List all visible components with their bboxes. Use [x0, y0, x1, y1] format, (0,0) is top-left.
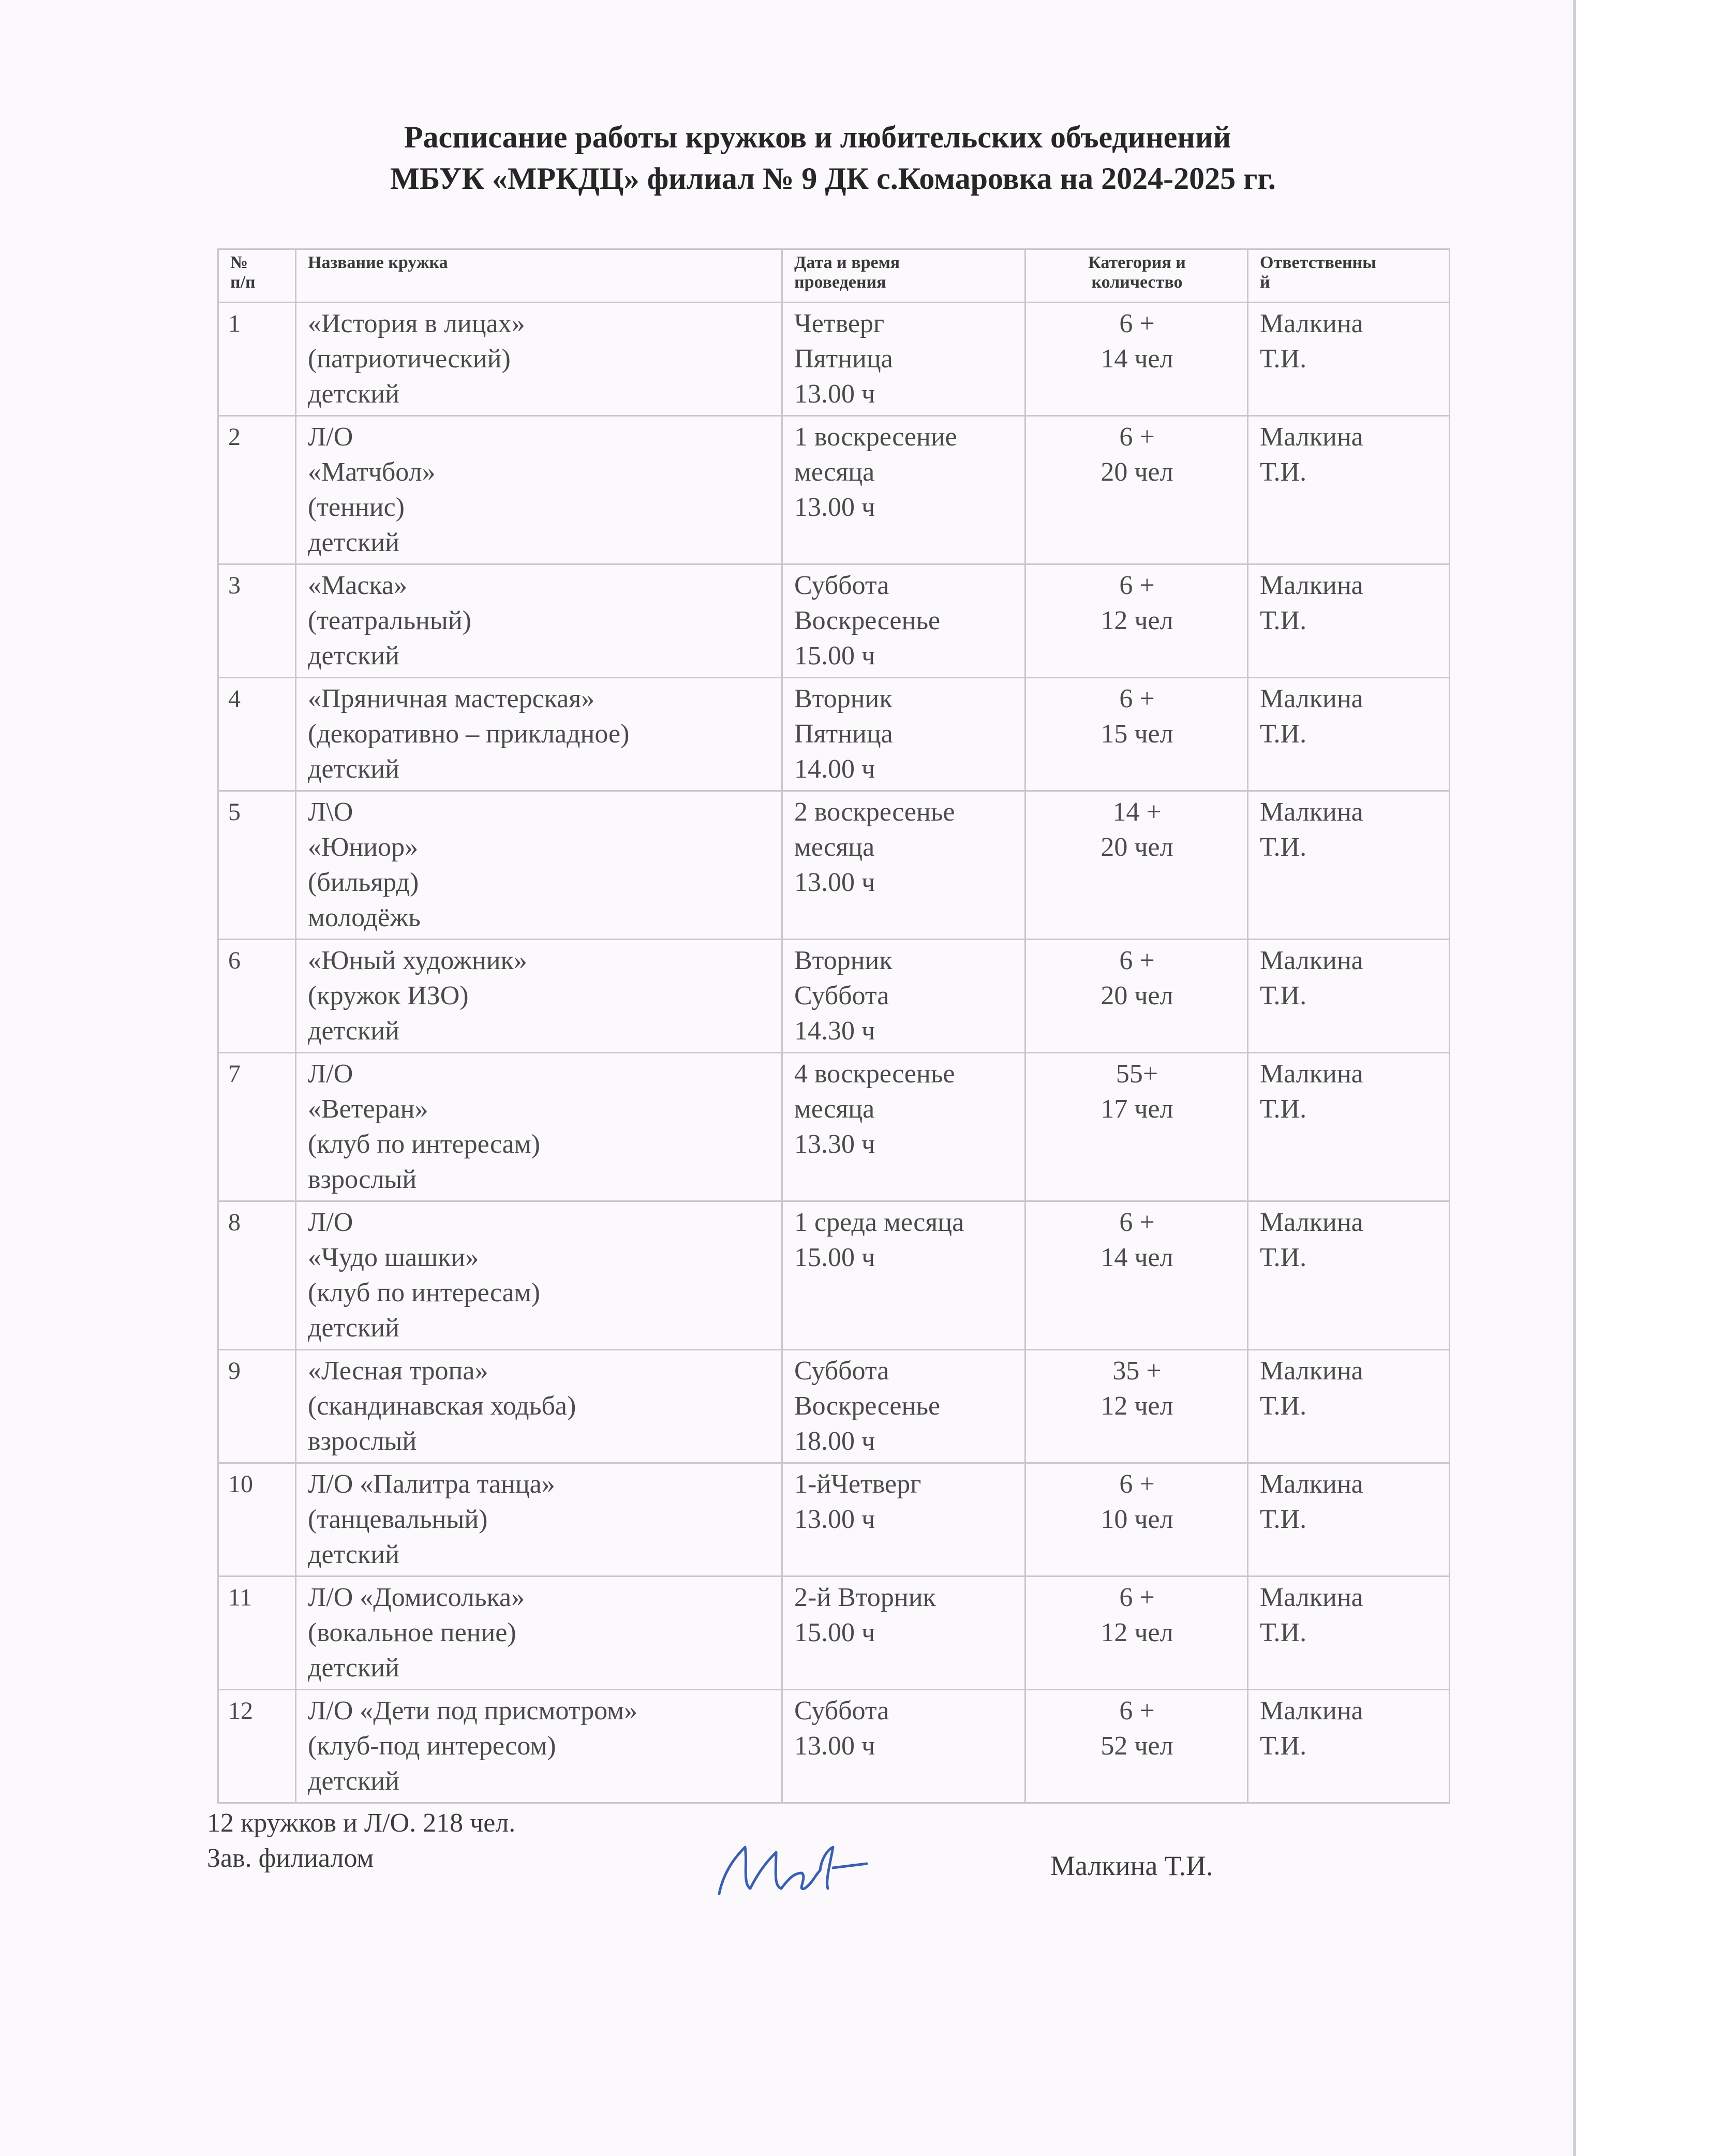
title-line-1: Расписание работы кружков и любительских объединений [404, 120, 1231, 154]
cell-num: 3 [218, 564, 296, 678]
cell-num: 4 [218, 678, 296, 791]
cell-time: Суббота Воскресенье 15.00 ч [782, 564, 1025, 678]
column-header-time: Дата и время проведения [782, 249, 1025, 303]
cell-category: 35 + 12 чел [1025, 1350, 1248, 1463]
cell-time: Четверг Пятница 13.00 ч [782, 303, 1025, 416]
table-row [218, 303, 1450, 416]
cell-name: «Пряничная мастерская» (декоративно – прикладное) детский [296, 678, 782, 791]
cell-category: 6 + 12 чел [1025, 1577, 1248, 1690]
cell-responsible: Малкина Т.И. [1248, 303, 1450, 416]
cell-category: 6 + 14 чел [1025, 303, 1248, 416]
table-row [218, 940, 1450, 1053]
cell-time: 4 воскресенье месяца 13.30 ч [782, 1053, 1025, 1201]
cell-name: Л\О «Юниор» (бильярд) молодёжь [296, 791, 782, 940]
table-row [218, 1463, 1450, 1577]
cell-responsible: Малкина Т.И. [1248, 1577, 1450, 1690]
cell-category: 6 + 52 чел [1025, 1690, 1248, 1803]
cell-responsible: Малкина Т.И. [1248, 1053, 1450, 1201]
cell-num: 12 [218, 1690, 296, 1803]
cell-num: 9 [218, 1350, 296, 1463]
cell-name: «История в лицах» (патриотический) детский [296, 303, 782, 416]
cell-num: 10 [218, 1463, 296, 1577]
cell-num: 5 [218, 791, 296, 940]
summary-line: 12 кружков и Л/О. 218 чел. [207, 1808, 516, 1838]
cell-responsible: Малкина Т.И. [1248, 564, 1450, 678]
cell-name: «Юный художник» (кружок ИЗО) детский [296, 940, 782, 1053]
cell-num: 1 [218, 303, 296, 416]
column-header-responsible: Ответственны й [1248, 249, 1450, 303]
cell-time: 2 воскресенье месяца 13.00 ч [782, 791, 1025, 940]
cell-category: 14 + 20 чел [1025, 791, 1248, 940]
document-footer [207, 1806, 515, 1876]
table-row [218, 1577, 1450, 1690]
cell-name: Л/О «Палитра танца» (танцевальный) детский [296, 1463, 782, 1577]
cell-responsible: Малкина Т.И. [1248, 940, 1450, 1053]
column-header-num: № п/п [218, 249, 296, 303]
title-line-2: МБУК «МРКДЦ» филиал № 9 ДК с.Комаровка на 2024-2025 гг. [390, 161, 1276, 196]
position-line: Зав. филиалом [207, 1843, 374, 1873]
cell-num: 6 [218, 940, 296, 1053]
column-header-category: Категория и количество [1025, 249, 1248, 303]
cell-time: Вторник Пятница 14.00 ч [782, 678, 1025, 791]
cell-time: 1 воскресение месяца 13.00 ч [782, 416, 1025, 564]
table-header-row [218, 249, 1450, 303]
table-row [218, 1201, 1450, 1350]
table-row [218, 1690, 1450, 1803]
signer-name: Малкина Т.И. [1050, 1850, 1213, 1881]
cell-num: 2 [218, 416, 296, 564]
cell-num: 7 [218, 1053, 296, 1201]
cell-responsible: Малкина Т.И. [1248, 1201, 1450, 1350]
cell-time: 1-йЧетверг 13.00 ч [782, 1463, 1025, 1577]
cell-responsible: Малкина Т.И. [1248, 678, 1450, 791]
schedule-table [217, 248, 1450, 1804]
cell-num: 11 [218, 1577, 296, 1690]
cell-responsible: Малкина Т.И. [1248, 791, 1450, 940]
cell-time: Вторник Суббота 14.30 ч [782, 940, 1025, 1053]
cell-category: 6 + 14 чел [1025, 1201, 1248, 1350]
cell-category: 6 + 12 чел [1025, 564, 1248, 678]
cell-responsible: Малкина Т.И. [1248, 1350, 1450, 1463]
cell-name: Л/О «Матчбол» (теннис) детский [296, 416, 782, 564]
cell-responsible: Малкина Т.И. [1248, 1690, 1450, 1803]
column-header-name: Название кружка [296, 249, 782, 303]
table-row [218, 564, 1450, 678]
cell-name: Л/О «Домисолька» (вокальное пение) детский [296, 1577, 782, 1690]
table-row [218, 791, 1450, 940]
cell-name: Л/О «Ветеран» (клуб по интересам) взрослый [296, 1053, 782, 1201]
cell-category: 6 + 20 чел [1025, 416, 1248, 564]
cell-time: 2-й Вторник 15.00 ч [782, 1577, 1025, 1690]
cell-responsible: Малкина Т.И. [1248, 416, 1450, 564]
cell-time: Суббота Воскресенье 18.00 ч [782, 1350, 1025, 1463]
cell-time: Суббота 13.00 ч [782, 1690, 1025, 1803]
table-body [218, 303, 1450, 1803]
cell-responsible: Малкина Т.И. [1248, 1463, 1450, 1577]
cell-category: 6 + 10 чел [1025, 1463, 1248, 1577]
table-row [218, 416, 1450, 564]
cell-name: «Маска» (театральный) детский [296, 564, 782, 678]
cell-num: 8 [218, 1201, 296, 1350]
cell-name: Л/О «Чудо шашки» (клуб по интересам) детский [296, 1201, 782, 1350]
cell-category: 6 + 15 чел [1025, 678, 1248, 791]
handwritten-signature [704, 1821, 869, 1909]
table-row [218, 678, 1450, 791]
document-header [0, 116, 1573, 199]
cell-time: 1 среда месяца 15.00 ч [782, 1201, 1025, 1350]
cell-category: 55+ 17 чел [1025, 1053, 1248, 1201]
cell-name: «Лесная тропа» (скандинавская ходьба) взрослый [296, 1350, 782, 1463]
cell-name: Л/О «Дети под присмотром» (клуб-под интересом) детский [296, 1690, 782, 1803]
table-row [218, 1053, 1450, 1201]
cell-category: 6 + 20 чел [1025, 940, 1248, 1053]
table-row [218, 1350, 1450, 1463]
